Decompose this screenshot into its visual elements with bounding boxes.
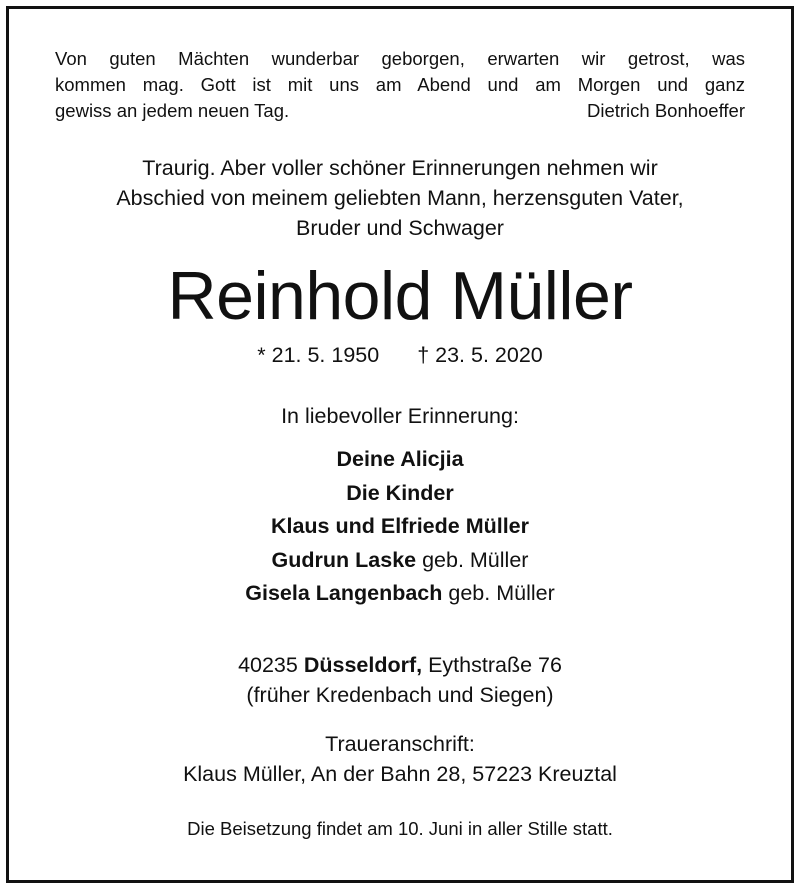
quote-line: gewiss an jedem neuen Tag. (55, 100, 290, 121)
mourner (0, 510, 800, 544)
mourner-name: Gudrun Laske (271, 547, 417, 572)
intro-line: Bruder und Schwager (296, 216, 504, 240)
mourner-name: Deine Alicjia (336, 447, 464, 471)
mourner (0, 577, 800, 611)
mourning-address-label: Traueranschrift: (325, 732, 475, 756)
mourner-name: Gisela Langenbach (245, 581, 443, 605)
family-address (0, 650, 800, 710)
address-street: Eythstraße 76 (422, 653, 562, 677)
birth-date: * 21. 5. 1950 (257, 343, 380, 367)
quote-last-line (55, 98, 745, 124)
bonhoeffer-quote (55, 46, 745, 124)
former-places: (früher Kredenbach und Siegen) (246, 683, 554, 707)
quote-author: Dietrich Bonhoeffer (586, 100, 745, 121)
mourner (0, 443, 800, 477)
mourning-address-value: Klaus Müller, An der Bahn 28, 57223 Kreuztal (183, 762, 617, 786)
mourner-name: Die Kinder (346, 480, 454, 505)
death-date: † 23. 5. 2020 (417, 343, 543, 367)
quote-line: kommen mag. Gott ist mit uns am Abend und am Morgen und ganz (55, 74, 745, 95)
mourner (0, 544, 800, 578)
mourner (0, 477, 800, 511)
intro-line: Traurig. Aber voller schöner Erinnerungen nehmen wir (142, 156, 658, 180)
address-zip: 40235 (238, 653, 304, 677)
life-dates (0, 340, 800, 370)
mourner-suffix: geb. Müller (442, 581, 555, 605)
mourner-suffix: geb. Müller (416, 547, 529, 572)
address-city: Düsseldorf, (303, 653, 423, 677)
funeral-note: Die Beisetzung findet am 10. Juni in aller Stille statt. (187, 818, 613, 839)
intro-text (0, 153, 800, 243)
mourner-name: Klaus und Elfriede Müller (270, 514, 530, 538)
deceased-name: Reinhold Müller (167, 258, 633, 334)
mourners-list (0, 443, 800, 611)
memory-heading: In liebevoller Erinnerung: (281, 404, 519, 428)
mourning-address (0, 729, 800, 789)
address-line (0, 650, 800, 680)
intro-line: Abschied von meinem geliebten Mann, herzensguten Vater, (116, 186, 684, 210)
quote-line: Von guten Mächten wunderbar geborgen, erwarten wir getrost, was (55, 48, 745, 69)
